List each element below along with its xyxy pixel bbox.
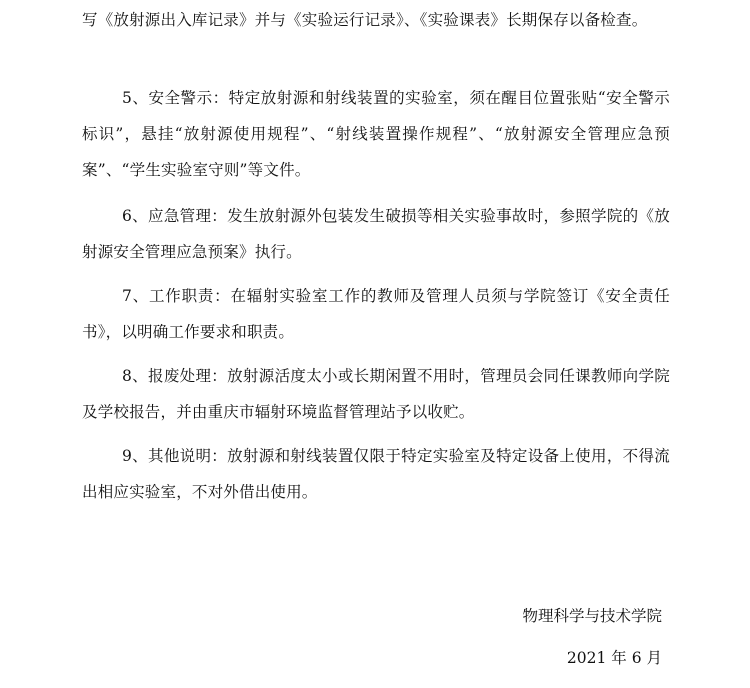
paragraph-work-responsibility: 7、工作职责：在辐射实验室工作的教师及管理人员须与学院签订《安全责任书》，以明确工作要求和职责。 [82,287,670,341]
paragraph-disposal: 8、报废处理：放射源活度太小或长期闲置不用时，管理员会同任课教师向学院及学校报告，并由重庆市辐射环境监督管理站予以收贮。 [82,367,670,421]
signature-date: 2021 年 6 月 [566,649,662,667]
paragraph-emergency-management: 6、应急管理：发生放射源外包装发生破损等相关实验事故时，参照学院的《放射源安全管理应急预案》执行。 [82,207,670,261]
signature-organization: 物理科学与技术学院 [522,607,662,625]
paragraph-safety-warning: 5、安全警示：特定放射源和射线装置的实验室，须在醒目位置张贴“安全警示标识”，悬挂“放射源使用规程”、“射线装置操作规程”、“放射源安全管理应急预案”、“学生实验室守则”等文件。 [82,89,670,179]
paragraph-other-notes: 9、其他说明：放射源和射线装置仅限于特定实验室及特定设备上使用，不得流出相应实验室，不对外借出使用。 [82,447,670,501]
paragraph-storage-records: 写《放射源出入库记录》并与《实验运行记录》、《实验课表》长期保存以备检查。 [82,11,648,29]
